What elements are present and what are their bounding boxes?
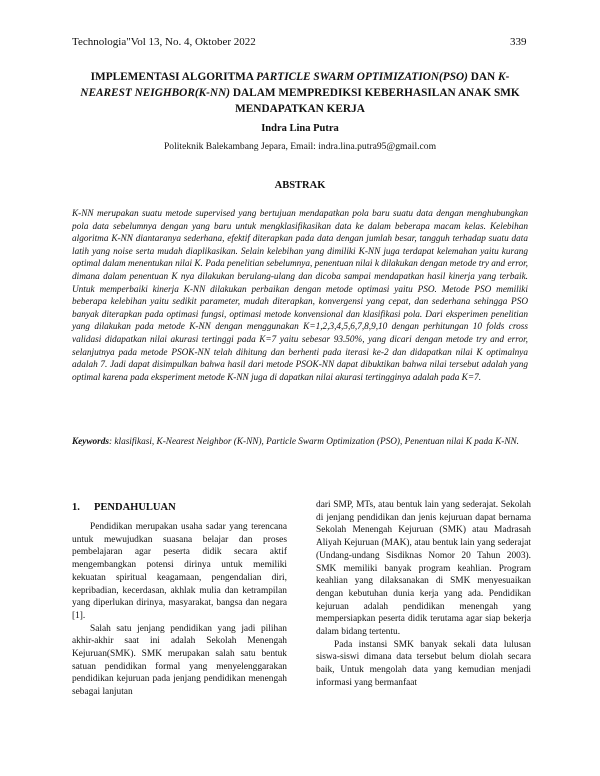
title-part-2: DAN [467,71,499,83]
paragraph: dari SMP, MTs, atau bentuk lain yang sederajat. Sekolah di jenjang pendidikan dan jenis kejuruan dapat bernama Sekolah Menengah Kejuruan (SMK) atau Madrasah Aliyah Kejuruan (MAK), atau bentuk lain yang sederajat (Undang-undang Sisdiknas Nomor 20 Tahun 2003). SMK memiliki banyak program keahlian. Program keahlian yang dilaksanakan di SMK menyesuaikan dengan kebutuhan dunia kerja yang ada. Pendidikan kejuruan adalah pendidikan menengah yang mempersiapkan peserta didik terutama agar siap bekerja dalam bidang tertentu. [316,500,531,638]
title-part-3: DALAM MEMPREDIKSI KEBERHASILAN ANAK SMK MENDAPATKAN KERJA [230,87,520,115]
paragraph: Pada instansi SMK banyak sekali data lulusan siswa-siswi dimana data tersebut belum diolah secara baik, Untuk mengolah data yang kemudian menjadi informasi yang bermanfaat [316,639,531,688]
section-number: 1. [72,502,80,513]
abstract-body: K-NN merupakan suatu metode supervised yang bertujuan mendapatkan pola baru suatu data dengan menghubungkan pola data sebelumnya dengan yang baru untuk mengklasifikasikan data ke dalam beberapa macam kelas. Kelebihan algoritma K-NN diantaranya sederhana, efektif diterapkan pada data dengan jumlah besar, tangguh terhadap suatu data latih yang noise serta mudah diaplikasikan. Selain kelebihan yang dimiliki K-NN juga terdapat kelemahan yaitu kurang optimal dalam menentukan nilai K. Pada penelitian sebelumnya, penentuan nilai k dilakukan dengan metode try and error, dimana dalam penentuan K nya dilakukan berulang-ulang dan dicoba sampai mendapatkan hasil kinerja yang terbaik. Untuk memperbaiki kinerja K-NN dilakukan perbaikan dengan metode optimasi yaitu PSO. Metode PSO memiliki beberapa kelebihan yaitu sedikit parameter, mudah diterapkan, konvergensi yang cepat, dan sederhana sehingga PSO banyak diterapkan pada optimasi fungsi, optimasi metode konvensional dan klasifikasi pola. Dari eksperimen penelitian yang dilakukan pada metode K-NN dengan menggunakan K=1,2,3,4,5,6,7,8,9,10 dengan perhitungan 10 folds cross validasi didapatkan nilai akurasi tertinggi pada K=7 yaitu sebesar 93.50%, yang dicari dengan metode try and error, selanjutnya pada metode PSOK-NN telah dihitung dan berhenti pada iterasi ke-2 dan didapatkan nilai K optimalnya adalah 7. Jadi dapat disimpulkan bahwa hasil dari metode PSOK-NN dapat dibuktikan bahwa nilai tersebut adalah yang optimal karena pada eksperiment metode K-NN juga di dapatkan nilai akurasi tertingginya adalah pada K=7. [72,209,528,383]
keywords [72,436,528,449]
abstract-heading: ABSTRAK [274,180,326,191]
right-column [316,499,531,690]
author-name: Indra Lina Putra [261,123,339,134]
section-heading [72,502,176,513]
author-affiliation: Politeknik Balekambang Jepara, Email: indra.lina.putra95@gmail.com [163,141,437,152]
page-number: 339 [510,36,527,48]
keywords-label: Keywords [72,437,109,447]
title-italic-pso: PARTICLE SWARM OPTIMIZATION(PSO) [256,71,468,83]
section-title: PENDAHULUAN [94,502,176,513]
paragraph: Salah satu jenjang pendidikan yang jadi pilihan akhir-akhir saat ini adalah Sekolah Menengah Kejuruan(SMK). SMK merupakan salah satu bentuk satuan pendidikan formal yang menyelenggarakan pendidikan kejuruan pada jenjang pendidikan menengah sebagai lanjutan [72,623,287,698]
paper-title [72,69,528,117]
keywords-text: : klasifikasi, K-Nearest Neighbor (K-NN), Particle Swarm Optimization (PSO), Penentuan nilai K pada K-NN. [109,437,519,447]
paragraph: Pendidikan merupakan usaha sadar yang terencana untuk mewujudkan suasana belajar dan proses pembelajaran agar peserta didik secara aktif mengembangkan potensi dirinya untuk memiliki kekuatan spiritual keagamaan, pengendalian diri, kepribadian, kecerdasan, akhlak mulia dan ketrampilan yang diperlukan dirinya, masyarakat, bangsa dan negara [1]. [72,522,287,621]
title-italic-knn: K-NEAREST NEIGHBOR(K-NN) [80,71,510,99]
title-part-1: IMPLEMENTASI ALGORITMA [90,71,257,83]
left-column [72,521,287,699]
running-header-journal: Technologia"Vol 13, No. 4, Oktober 2022 [72,36,256,48]
